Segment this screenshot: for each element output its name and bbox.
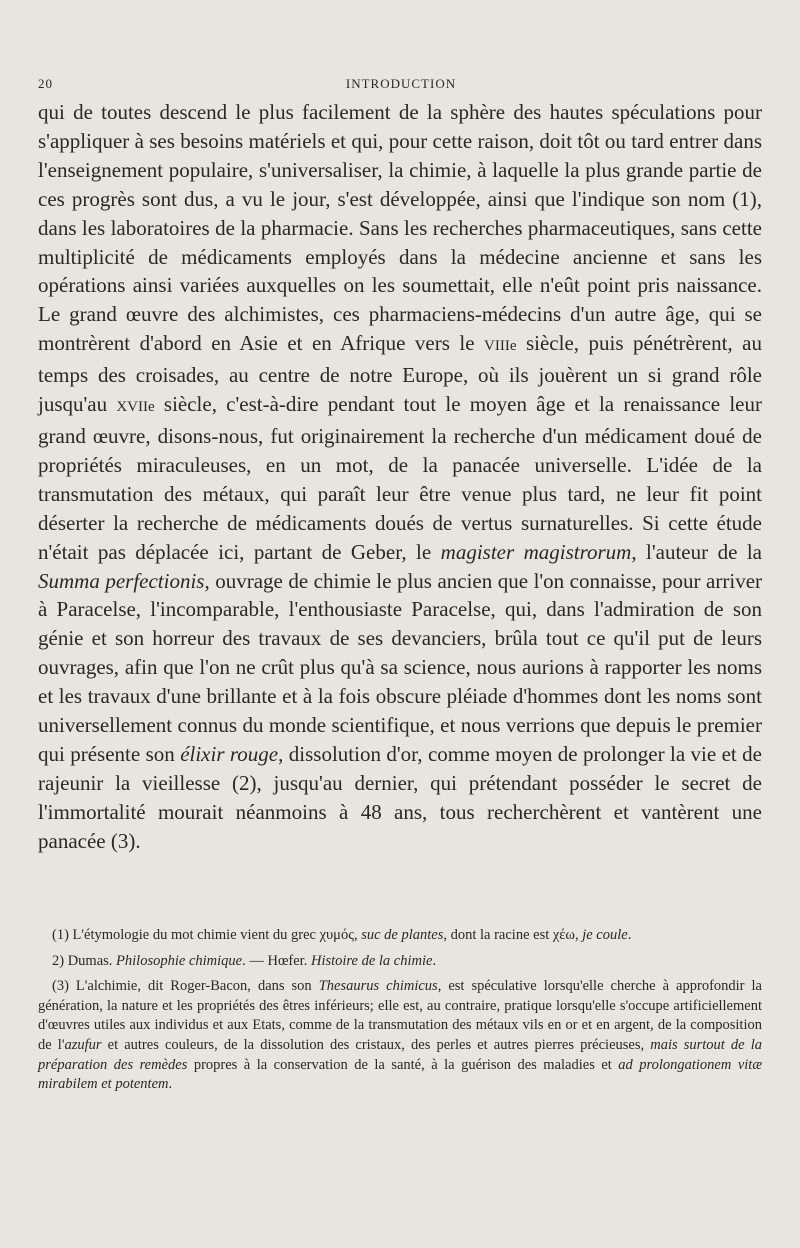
century-numeral: XVIIe — [116, 399, 155, 416]
page-number: 20 — [38, 76, 53, 91]
italic-term: suc de plantes — [361, 927, 444, 943]
italic-term: élixir rouge — [180, 741, 279, 766]
text-run: . — [168, 1076, 173, 1093]
footnotes — [38, 926, 762, 1101]
text-run: , dont la racine est χέω, — [443, 927, 583, 943]
text-run: . — [627, 927, 632, 943]
text-run: . — Hœfer. — [242, 952, 311, 969]
text-run: . — [432, 952, 437, 969]
running-head — [38, 76, 764, 98]
text-run: propres à la conservation de la santé, à la guérison des maladies et — [187, 1056, 619, 1073]
text-run: siècle, puis pénétrèrent, au temps des croisades, au centre de notre Europe, où ils jouèrent un si grand rôle jusqu'au — [38, 331, 762, 417]
text-run: 2) Dumas. — [52, 952, 117, 969]
italic-title: Thesaurus chimicus — [318, 978, 438, 995]
italic-term: mais surtout de la préparation des remèdes — [38, 1036, 763, 1073]
text-run: qui de toutes descend le plus facilement de la sphère des hautes spéculations pour s'appliquer à ses besoins matériels et qui, pour cette raison, doit tôt ou tard entrer dans l'enseignement populaire, s'universaliser, la chimie, à laquelle la plus grande partie de ces progrès sont dus, a vu le jour, s'est développée, ainsi que l'indique son nom (1), dans les laboratoires de la pharmacie. Sans les recherches pharmaceutiques, sans cette multiplicité de médicaments employés dans la médecine ancienne et sans les opérations ainsi variées auxquelles on les soumettait, elle n'eût point pris naissance. Le grand œuvre des alchimistes, ces pharmaciens-médecins d'un autre âge, qui se montrèrent d'abord en Asie et en Afrique vers le — [38, 100, 762, 356]
italic-term: magister magistrorum — [440, 539, 632, 564]
text-run: , dissolution d'or, comme moyen de prolonger la vie et de rajeunir la vieillesse (2), jusqu'au dernier, qui prétendant posséder le secret de l'immortalité mourait néanmoins à 48 ans, tous recherchèrent et vantèrent une panacée (3). — [38, 741, 762, 853]
italic-term: je coule — [582, 927, 628, 943]
text-run: (1) L'étymologie du mot chimie vient du grec χυμός, — [52, 927, 362, 943]
text-run: et autres couleurs, de la dissolution des cristaux, des perles et autres pierres précieuses, — [101, 1036, 651, 1053]
paragraph — [38, 98, 762, 856]
footnote-1 — [38, 926, 762, 946]
italic-term: azufur — [64, 1036, 102, 1053]
italic-title: Summa perfectionis — [38, 568, 205, 593]
text-run: (3) L'alchimie, dit Roger-Bacon, dans son — [52, 978, 319, 995]
text-run: , l'auteur de la — [631, 539, 762, 564]
text-run: , est spéculative lorsqu'elle cherche à approfondir la génération, la nature et les propriétés des êtres inférieurs; elle est, au contraire, pratique lorsqu'elle s'occupe artificiellement d'œuvres utiles aux individus et aux Etats, comme de la transmutation des métaux vils en or et en argent, de la composition de l' — [38, 978, 762, 1053]
text-run: siècle, c'est-à-dire pendant tout le moyen âge et la renaissance leur grand œuvre, disons-nous, fut originairement la recherche d'un médicament doué de propriétés miraculeuses, en un mot, de la panacée universelle. L'idée de la transmutation des métaux, qui paraît leur être venue plus tard, ne leur fit point déserter la recherche de médicaments doués de vertus surnaturelles. Si cette étude n'était pas déplacée ici, partant de Geber, le — [38, 392, 762, 564]
italic-term: ad prolongationem vitæ mirabilem et potentem — [38, 1056, 762, 1093]
century-numeral: VIIIe — [484, 338, 517, 355]
text-run: , ouvrage de chimie le plus ancien que l'on connaisse, pour arriver à Paracelse, l'incomparable, l'enthousiaste Paracelse, qui, dans l'admiration de son génie et son horreur des travaux de ses devanciers, brûla tout ce qu'il put de leurs ouvrages, afin que l'on ne crût plus qu'à sa science, nous aurions à rapporter les noms et les travaux d'une brillante et à la fois obscure pléiade d'hommes dont les noms sont universellement connus du monde scientifique, et nous verrions que depuis le premier qui présente son — [38, 568, 763, 766]
italic-title: Philosophie chimique — [116, 952, 243, 969]
footnote-3 — [38, 977, 762, 1095]
italic-title: Histoire de la chimie — [310, 952, 433, 969]
footnote-2 — [38, 952, 762, 972]
running-title: INTRODUCTION — [345, 76, 457, 91]
main-text — [38, 98, 762, 856]
